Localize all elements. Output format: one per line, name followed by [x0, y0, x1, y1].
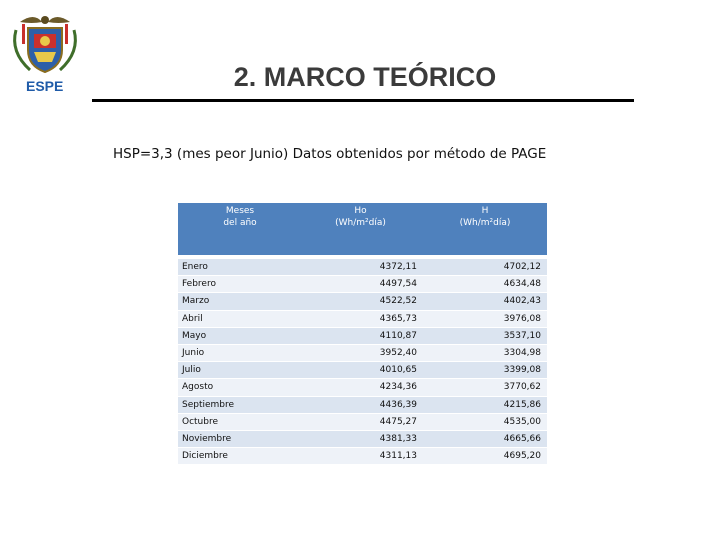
table-row: [178, 310, 547, 327]
ho-cell: 4311,13: [379, 451, 417, 462]
h-cell: 3537,10: [503, 330, 541, 341]
table-row: [178, 292, 547, 309]
h-cell: 4634,48: [503, 279, 541, 290]
page-title: 2. MARCO TEÓRICO: [233, 62, 497, 92]
h-cell: 4695,20: [503, 451, 541, 462]
month-cell: Marzo: [182, 296, 210, 307]
h-cell: 3976,08: [503, 313, 541, 324]
logo-text: ESPE: [26, 78, 64, 94]
header-months: [178, 203, 298, 255]
month-cell: Mayo: [182, 330, 207, 341]
subtitle: HSP=3,3 (mes peor Junio) Datos obtenidos por método de PAGE: [113, 146, 547, 162]
table-row: [178, 378, 547, 395]
table-header: [178, 203, 547, 255]
header-h-line1: H: [481, 206, 489, 216]
month-cell: Agosto: [182, 382, 214, 393]
header-months-line1: Meses: [225, 206, 255, 216]
h-cell: 4665,66: [503, 433, 541, 444]
h-cell: 3304,98: [503, 348, 541, 359]
month-cell: Junio: [182, 348, 205, 359]
month-cell: Septiembre: [182, 399, 235, 410]
h-cell: 4215,86: [503, 399, 541, 410]
h-cell: 4702,12: [503, 262, 541, 273]
table-row: [178, 447, 547, 464]
data-table: [178, 203, 547, 464]
table-row: [178, 327, 547, 344]
header-ho-line1: Ho: [354, 206, 367, 216]
month-cell: Enero: [182, 262, 208, 273]
table-body: [178, 258, 547, 464]
ho-cell: 4234,36: [379, 382, 417, 393]
month-cell: Diciembre: [182, 451, 228, 462]
ho-cell: 4365,73: [379, 313, 417, 324]
ho-cell: 3952,40: [379, 348, 417, 359]
h-cell: 3770,62: [503, 382, 541, 393]
header-ho: [298, 203, 423, 255]
espe-logo: [6, 8, 84, 78]
month-cell: Julio: [182, 365, 201, 376]
ho-cell: 4497,54: [379, 279, 417, 290]
ho-cell: 4381,33: [379, 433, 417, 444]
ho-cell: 4372,11: [379, 262, 417, 273]
month-cell: Abril: [182, 313, 203, 324]
month-cell: Febrero: [182, 279, 216, 290]
h-cell: 4402,43: [503, 296, 541, 307]
header-h: [423, 203, 547, 255]
ho-cell: 4010,65: [379, 365, 417, 376]
h-cell: 3399,08: [503, 365, 541, 376]
table-row: [178, 413, 547, 430]
month-cell: Noviembre: [182, 433, 232, 444]
header-ho-line2: (Wh/m²día): [335, 218, 386, 228]
header-months-line2: del año: [223, 218, 257, 228]
header-h-line2: (Wh/m²día): [459, 218, 511, 228]
ho-cell: 4522,52: [379, 296, 417, 307]
ho-cell: 4475,27: [379, 416, 417, 427]
table-row: [178, 258, 547, 275]
table-row: [178, 275, 547, 292]
table-row: [178, 361, 547, 378]
ho-cell: 4436,39: [379, 399, 417, 410]
table-row: [178, 344, 547, 361]
title-underline: [92, 99, 634, 102]
espe-emblem-icon: [6, 8, 84, 78]
ho-cell: 4110,87: [379, 330, 417, 341]
month-cell: Octubre: [182, 416, 219, 427]
table-row: [178, 396, 547, 413]
h-cell: 4535,00: [503, 416, 541, 427]
table-row: [178, 430, 547, 447]
